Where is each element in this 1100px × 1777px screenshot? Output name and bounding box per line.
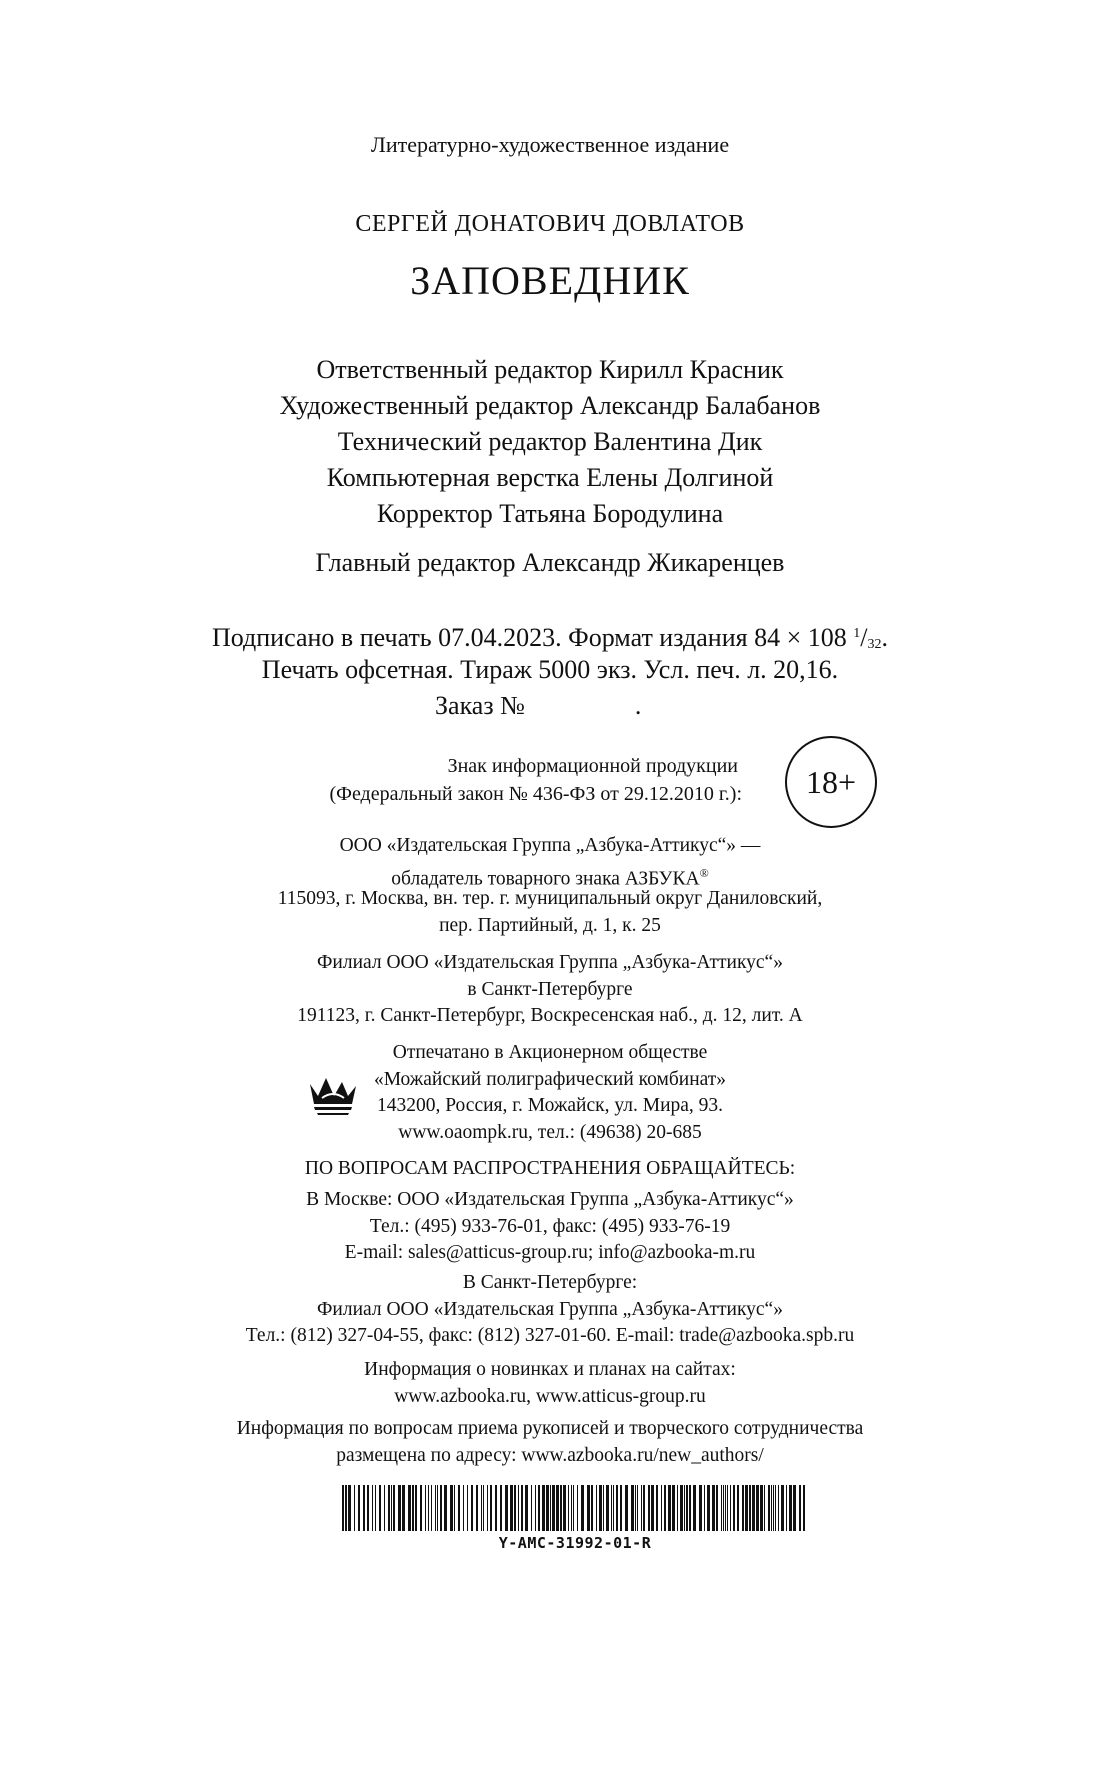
barcode-bar (716, 1485, 718, 1531)
barcode-bar (661, 1485, 662, 1531)
barcode-bar (581, 1485, 584, 1531)
barcode-bar (463, 1485, 464, 1531)
branch-line: 191123, г. Санкт-Петербург, Воскресенская наб., д. 12, лит. А (297, 1005, 803, 1026)
credit-line: Художественный редактор Александр Балабанов (279, 391, 821, 420)
publisher-line: пер. Партийный, д. 1, к. 25 (439, 914, 661, 936)
credit-line: Ответственный редактор Кирилл Красник (316, 355, 784, 384)
barcode-bar (495, 1485, 497, 1531)
barcode-bar (699, 1485, 702, 1531)
barcode-bar (402, 1485, 405, 1531)
barcode-bar (737, 1485, 739, 1531)
credit-line: Компьютерная верстка Елены Долгиной (326, 463, 774, 492)
barcode-bar (391, 1485, 392, 1531)
book-author: СЕРГЕЙ ДОНАТОВИЧ ДОВЛАТОВ (355, 211, 745, 237)
distribution-moscow-line: В Москве: ООО «Издательская Группа „Азбука-Аттикус“» (306, 1189, 794, 1210)
barcode-bar (680, 1485, 683, 1531)
barcode-bar (689, 1485, 691, 1531)
barcode-bar (742, 1485, 744, 1531)
print-info-line-2: Печать офсетная. Тираж 5000 экз. Усл. печ. л. 20,16. (261, 655, 839, 684)
barcode-bar (723, 1485, 724, 1531)
barcode-bar (546, 1485, 549, 1531)
barcode-bar (771, 1485, 772, 1531)
barcode-bar (363, 1485, 365, 1531)
barcode-bar (388, 1485, 390, 1531)
barcode-bar (631, 1485, 634, 1531)
barcode-code: Y-AMC-31992-01-R (498, 1534, 652, 1552)
barcode-bar (518, 1485, 519, 1531)
barcode-bar (591, 1485, 593, 1531)
barcode-bar (611, 1485, 612, 1531)
printer-line: www.oaompk.ru, тел.: (49638) 20-685 (398, 1121, 702, 1143)
barcode-bar (577, 1485, 578, 1531)
print-info-text: Подписано в печать 07.04.2023. Формат издания 84 × 108 (212, 623, 854, 652)
order-number-end: . (634, 691, 642, 720)
barcode-bar (372, 1485, 373, 1531)
barcode-bar (712, 1485, 715, 1531)
format-fraction-denominator: 32 (867, 637, 882, 652)
print-info-line-1: Подписано в печать 07.04.2023. Формат издания 84 × 108 $^1/_{32}$. (212, 623, 888, 652)
barcode-bar (778, 1485, 779, 1531)
barcode-bar (643, 1485, 645, 1531)
barcode-bar (450, 1485, 453, 1531)
barcode-bar (603, 1485, 604, 1531)
barcode-bar (483, 1485, 484, 1531)
barcode-bar (481, 1485, 482, 1531)
barcode-bar (721, 1485, 722, 1531)
barcode-bar (550, 1485, 551, 1531)
barcode-bar (440, 1485, 442, 1531)
barcode-bar (707, 1485, 710, 1531)
barcode-bar (727, 1485, 728, 1531)
age-mark-line-2: (Федеральный закон № 436-ФЗ от 29.12.2010 г.): (329, 783, 742, 805)
barcode-bar (379, 1485, 381, 1531)
barcode-bar (358, 1485, 360, 1531)
barcode-bar (560, 1485, 562, 1531)
barcode-bar (500, 1485, 502, 1531)
barcode-bar (398, 1485, 401, 1531)
barcode-bar (487, 1485, 488, 1531)
barcode-bar (760, 1485, 763, 1531)
barcode-bar (764, 1485, 765, 1531)
print-info-end: . (881, 623, 888, 652)
websites-line: www.azbooka.ru, www.atticus-group.ru (394, 1385, 706, 1407)
distribution-spb-line: Тел.: (812) 327-04-55, факс: (812) 327-01-60. E-mail: trade@azbooka.spb.ru (245, 1325, 855, 1346)
barcode-bar (668, 1485, 671, 1531)
barcode-bar (505, 1485, 508, 1531)
barcode-bar (535, 1485, 536, 1531)
barcode-bar (635, 1485, 636, 1531)
barcode-bar (571, 1485, 572, 1531)
barcode-bar (444, 1485, 447, 1531)
barcode-bar (656, 1485, 658, 1531)
barcode-bar (641, 1485, 642, 1531)
barcode-bar (415, 1485, 417, 1531)
barcode-bar (384, 1485, 385, 1531)
barcode-bar (412, 1485, 414, 1531)
barcode-bar (408, 1485, 411, 1531)
barcode-bar (677, 1485, 678, 1531)
barcode-bar (786, 1485, 787, 1531)
barcode-bar (342, 1485, 344, 1531)
publisher-line: ООО «Издательская Группа „Азбука-Аттикус“» — (339, 835, 761, 856)
barcode-bar (730, 1485, 731, 1531)
barcode-bar (538, 1485, 540, 1531)
barcode-bar (435, 1485, 436, 1531)
distribution-moscow-line: Тел.: (495) 933-76-01, факс: (495) 933-76-19 (369, 1215, 731, 1237)
distribution-heading: ПО ВОПРОСАМ РАСПРОСТРАНЕНИЯ ОБРАЩАЙТЕСЬ: (304, 1158, 796, 1179)
websites-line: Информация о новинках и планах на сайтах: (364, 1359, 736, 1380)
barcode-bar (749, 1485, 751, 1531)
distribution-spb-line: В Санкт-Петербурге: (462, 1272, 638, 1293)
barcode-bar (613, 1485, 614, 1531)
barcode-bar (354, 1485, 355, 1531)
barcode-bar (393, 1485, 395, 1531)
barcode-bar (521, 1485, 523, 1531)
branch-line: в Санкт-Петербурге (467, 978, 633, 1000)
barcode-bar (375, 1485, 376, 1531)
distribution-moscow-line: E-mail: sales@atticus-group.ru; info@azbooka-m.ru (344, 1242, 756, 1263)
barcode-bar (651, 1485, 654, 1531)
age-mark-line-1: Знак информационной продукции (447, 755, 738, 777)
barcode-bar (431, 1485, 432, 1531)
barcode-bar (573, 1485, 574, 1531)
printer-line: 143200, Россия, г. Можайск, ул. Мира, 93. (376, 1095, 724, 1116)
barcode-bar (490, 1485, 492, 1531)
barcode-bar (587, 1485, 590, 1531)
barcode-bar (625, 1485, 628, 1531)
barcode-bar (704, 1485, 705, 1531)
publisher-line: обладатель товарного знака АЗБУКА (391, 868, 700, 889)
barcode-bar (599, 1485, 602, 1531)
barcode-bar (768, 1485, 770, 1531)
barcode-bar (563, 1485, 566, 1531)
age-mark-text (329, 752, 742, 808)
barcode-bar (781, 1485, 784, 1531)
barcode-bar (733, 1485, 735, 1531)
credit-line: Технический редактор Валентина Дик (337, 427, 763, 456)
barcode-bar (745, 1485, 748, 1531)
barcode-bar (620, 1485, 622, 1531)
barcode-bar (686, 1485, 688, 1531)
barcode-bar (542, 1485, 545, 1531)
barcode (340, 1485, 810, 1531)
barcode-bar (428, 1485, 429, 1531)
barcode-bar (606, 1485, 609, 1531)
printer-line: «Можайский полиграфический комбинат» (373, 1068, 727, 1090)
barcode-bar (345, 1485, 347, 1531)
barcode-bar (648, 1485, 650, 1531)
barcode-bar (799, 1485, 801, 1531)
barcode-bar (803, 1485, 805, 1531)
barcode-bar (752, 1485, 755, 1531)
distribution-spb-line: Филиал ООО «Издательская Группа „Азбука-Аттикус“» (317, 1298, 783, 1320)
credit-line: Корректор Татьяна Бородулина (376, 499, 724, 528)
barcode-bar (664, 1485, 666, 1531)
barcode-bar (725, 1485, 726, 1531)
barcode-bar (775, 1485, 776, 1531)
edition-type: Литературно-художественное издание (370, 132, 730, 157)
barcode-bar (454, 1485, 455, 1531)
printer-line: Отпечатано в Акционерном обществе (392, 1042, 708, 1063)
barcode-bar (525, 1485, 528, 1531)
barcode-bar (552, 1485, 555, 1531)
barcode-bar (458, 1485, 460, 1531)
barcode-bar (789, 1485, 792, 1531)
barcode-bar (476, 1485, 478, 1531)
manuscripts-line: размещена по адресу: www.azbooka.ru/new_authors/ (336, 1444, 764, 1466)
print-info-line-3 (0, 688, 1100, 724)
publisher-line: 115093, г. Москва, вн. тер. г. муниципальный округ Даниловский, (277, 888, 823, 909)
barcode-bar (510, 1485, 513, 1531)
order-number-label: Заказ № (435, 691, 525, 720)
age-rating-badge: 18+ (785, 736, 877, 828)
manuscripts-line: Информация по вопросам приема рукописей и творческого сотрудничества (236, 1418, 864, 1439)
barcode-bar (367, 1485, 369, 1531)
registered-trademark-mark: ® (699, 865, 709, 880)
barcode-bar (348, 1485, 351, 1531)
book-title: ЗАПОВЕДНИК (410, 258, 690, 303)
barcode-bar (425, 1485, 426, 1531)
barcode-bar (616, 1485, 618, 1531)
barcode-bar (420, 1485, 422, 1531)
barcode-bar (471, 1485, 473, 1531)
barcode-bar (467, 1485, 468, 1531)
barcode-bar (437, 1485, 438, 1531)
chief-editor: Главный редактор Александр Жикаренцев (315, 548, 785, 577)
barcode-bar (568, 1485, 569, 1531)
barcode-bar (672, 1485, 675, 1531)
barcode-bar (531, 1485, 532, 1531)
barcode-bar (773, 1485, 774, 1531)
branch-line: Филиал ООО «Издательская Группа „Азбука-Аттикус“» (317, 952, 783, 973)
barcode-bar (514, 1485, 516, 1531)
barcode-bar (596, 1485, 597, 1531)
barcode-bar (793, 1485, 796, 1531)
barcode-bar (756, 1485, 759, 1531)
format-fraction-numerator: 1 (853, 626, 861, 641)
barcode-bar (693, 1485, 696, 1531)
barcode-bar (637, 1485, 638, 1531)
barcode-bar (684, 1485, 685, 1531)
barcode-bar (556, 1485, 559, 1531)
